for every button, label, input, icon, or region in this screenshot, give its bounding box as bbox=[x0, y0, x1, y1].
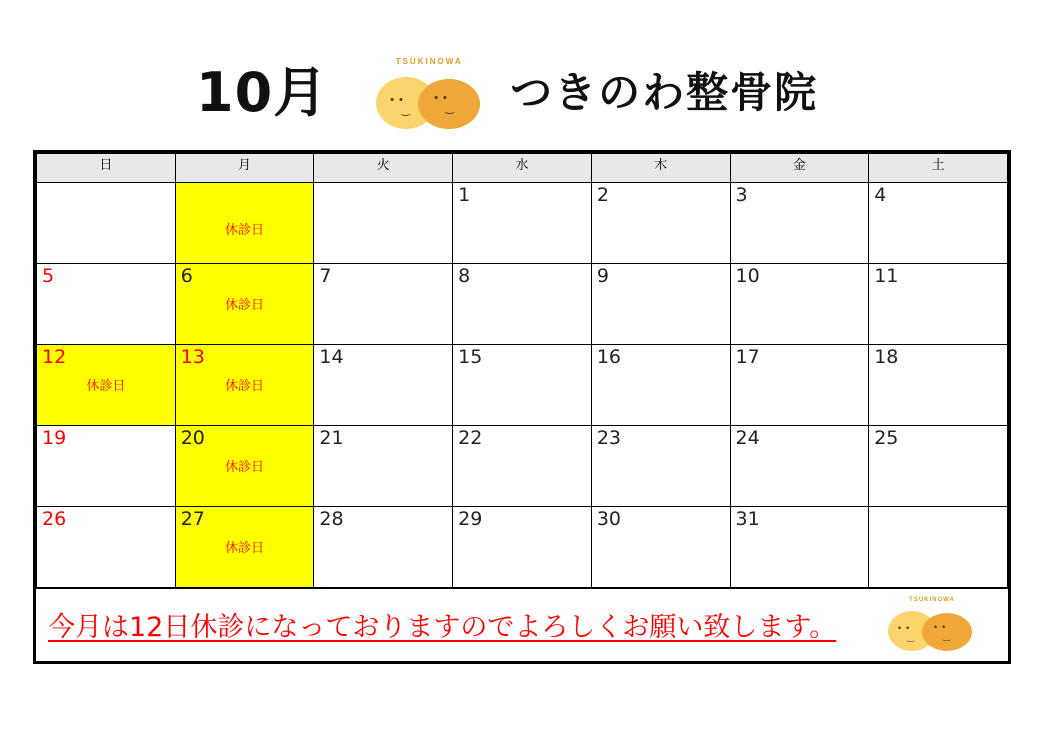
weekday-header-thu: 木 bbox=[591, 154, 730, 183]
calendar-day-cell[interactable] bbox=[591, 183, 730, 264]
calendar-day-cell[interactable] bbox=[869, 345, 1008, 426]
closed-day-label: 休診日 bbox=[86, 379, 126, 394]
logo-left-mouth-icon: ‿ bbox=[401, 104, 410, 116]
calendar-day-cell[interactable] bbox=[314, 264, 453, 345]
day-number: 12 bbox=[42, 346, 67, 368]
logo-right-mouth-icon: ‿ bbox=[445, 102, 454, 114]
notice-logo-right-mouth-icon: ‿ bbox=[943, 631, 951, 641]
calendar-table-wrapper bbox=[33, 150, 1011, 664]
calendar-day-cell[interactable] bbox=[869, 183, 1008, 264]
day-number: 21 bbox=[319, 427, 344, 449]
calendar-day-cell[interactable] bbox=[869, 426, 1008, 507]
brand-name: つきのわ整骨院 bbox=[510, 68, 819, 117]
calendar-day-cell[interactable] bbox=[730, 345, 869, 426]
calendar-day-cell[interactable] bbox=[730, 426, 869, 507]
closed-day-label: 休診日 bbox=[225, 541, 265, 556]
day-number: 6 bbox=[180, 265, 193, 287]
weekday-header-mon: 月 bbox=[175, 154, 314, 183]
calendar-day-cell[interactable] bbox=[37, 183, 176, 264]
day-number: 28 bbox=[319, 508, 344, 530]
day-number: 10 bbox=[735, 265, 760, 287]
calendar-week-row bbox=[37, 264, 1008, 345]
day-number: 17 bbox=[735, 346, 760, 368]
day-number: 4 bbox=[874, 184, 887, 206]
day-number: 8 bbox=[458, 265, 471, 287]
notice-logo-right-eyes-icon: •• bbox=[934, 622, 951, 632]
day-number: 19 bbox=[42, 427, 67, 449]
notice-logo-left-mouth-icon: ‿ bbox=[907, 632, 915, 642]
closed-day-label: 休診日 bbox=[225, 460, 265, 475]
calendar-day-cell[interactable] bbox=[591, 426, 730, 507]
notice-logo-left-eyes-icon: •• bbox=[898, 623, 915, 633]
closed-day-label: 休診日 bbox=[225, 223, 265, 238]
calendar-day-cell[interactable] bbox=[591, 507, 730, 588]
day-number: 5 bbox=[42, 265, 55, 287]
calendar-week-row bbox=[37, 345, 1008, 426]
calendar-day-cell[interactable] bbox=[453, 426, 592, 507]
day-number: 20 bbox=[180, 427, 205, 449]
weekday-header-sat: 土 bbox=[869, 154, 1008, 183]
day-number: 30 bbox=[596, 508, 621, 530]
calendar-day-cell[interactable] bbox=[453, 507, 592, 588]
closed-day-label: 休診日 bbox=[225, 298, 265, 313]
weekday-header-sun: 日 bbox=[37, 154, 176, 183]
day-number: 29 bbox=[458, 508, 483, 530]
calendar-table bbox=[36, 153, 1008, 588]
clinic-logo bbox=[370, 57, 488, 129]
month-title: 10月 bbox=[196, 61, 329, 124]
day-number: 2 bbox=[596, 184, 609, 206]
day-number: 13 bbox=[180, 346, 205, 368]
calendar-day-cell[interactable] bbox=[730, 183, 869, 264]
day-number: 11 bbox=[874, 265, 899, 287]
weekday-header-tue: 火 bbox=[314, 154, 453, 183]
calendar-day-cell[interactable] bbox=[730, 507, 869, 588]
logo-left-eyes-icon: •• bbox=[390, 94, 408, 106]
calendar-day-cell[interactable] bbox=[730, 264, 869, 345]
notice-clinic-logo bbox=[884, 597, 980, 653]
calendar-day-cell[interactable] bbox=[869, 507, 1008, 588]
notice-row bbox=[36, 589, 1008, 661]
closed-day-label: 休診日 bbox=[225, 379, 265, 394]
calendar-day-cell[interactable] bbox=[37, 345, 176, 426]
calendar-week-row bbox=[37, 426, 1008, 507]
day-number: 7 bbox=[319, 265, 332, 287]
day-number: 16 bbox=[596, 346, 621, 368]
calendar-week-row bbox=[37, 507, 1008, 588]
day-number: 22 bbox=[458, 427, 483, 449]
calendar-day-cell[interactable] bbox=[314, 426, 453, 507]
calendar-header-row bbox=[37, 154, 1008, 183]
logo-arc-text: TSUKINOWA bbox=[395, 57, 463, 66]
day-number: 24 bbox=[735, 427, 760, 449]
notice-logo-egg-right-icon bbox=[922, 613, 972, 651]
calendar-day-cell[interactable] bbox=[453, 264, 592, 345]
day-number: 25 bbox=[874, 427, 899, 449]
calendar-day-cell[interactable] bbox=[314, 345, 453, 426]
calendar-day-cell[interactable] bbox=[453, 345, 592, 426]
calendar-day-cell[interactable] bbox=[175, 345, 314, 426]
calendar-day-cell[interactable] bbox=[175, 264, 314, 345]
day-number: 3 bbox=[735, 184, 748, 206]
day-number: 1 bbox=[458, 184, 471, 206]
logo-egg-right-icon bbox=[418, 79, 480, 129]
calendar-day-cell[interactable] bbox=[37, 426, 176, 507]
day-number: 23 bbox=[596, 427, 621, 449]
calendar-day-cell[interactable] bbox=[175, 507, 314, 588]
day-number: 31 bbox=[735, 508, 760, 530]
calendar-week-row bbox=[37, 183, 1008, 264]
day-number: 27 bbox=[180, 508, 205, 530]
calendar-day-cell[interactable] bbox=[591, 345, 730, 426]
calendar-day-cell[interactable] bbox=[37, 264, 176, 345]
calendar-day-cell[interactable] bbox=[314, 507, 453, 588]
notice-text: 今月は12日休診になっておりますのでよろしくお願い致します。 bbox=[48, 612, 837, 643]
calendar-day-cell[interactable] bbox=[314, 183, 453, 264]
page-header bbox=[0, 48, 1064, 138]
calendar-day-cell[interactable] bbox=[453, 183, 592, 264]
day-number: 15 bbox=[458, 346, 483, 368]
notice-logo-arc-text: TSUKINOWA bbox=[909, 597, 955, 603]
day-number: 26 bbox=[42, 508, 67, 530]
day-number: 14 bbox=[319, 346, 344, 368]
calendar-day-cell[interactable] bbox=[37, 507, 176, 588]
day-number: 18 bbox=[874, 346, 899, 368]
weekday-header-fri: 金 bbox=[730, 154, 869, 183]
calendar-day-cell[interactable] bbox=[175, 426, 314, 507]
weekday-header-wed: 水 bbox=[453, 154, 592, 183]
logo-right-eyes-icon: •• bbox=[434, 92, 452, 104]
calendar-body bbox=[37, 183, 1008, 588]
day-number: 9 bbox=[596, 265, 609, 287]
calendar-day-cell[interactable] bbox=[591, 264, 730, 345]
calendar-day-cell[interactable] bbox=[175, 183, 314, 264]
calendar-day-cell[interactable] bbox=[869, 264, 1008, 345]
